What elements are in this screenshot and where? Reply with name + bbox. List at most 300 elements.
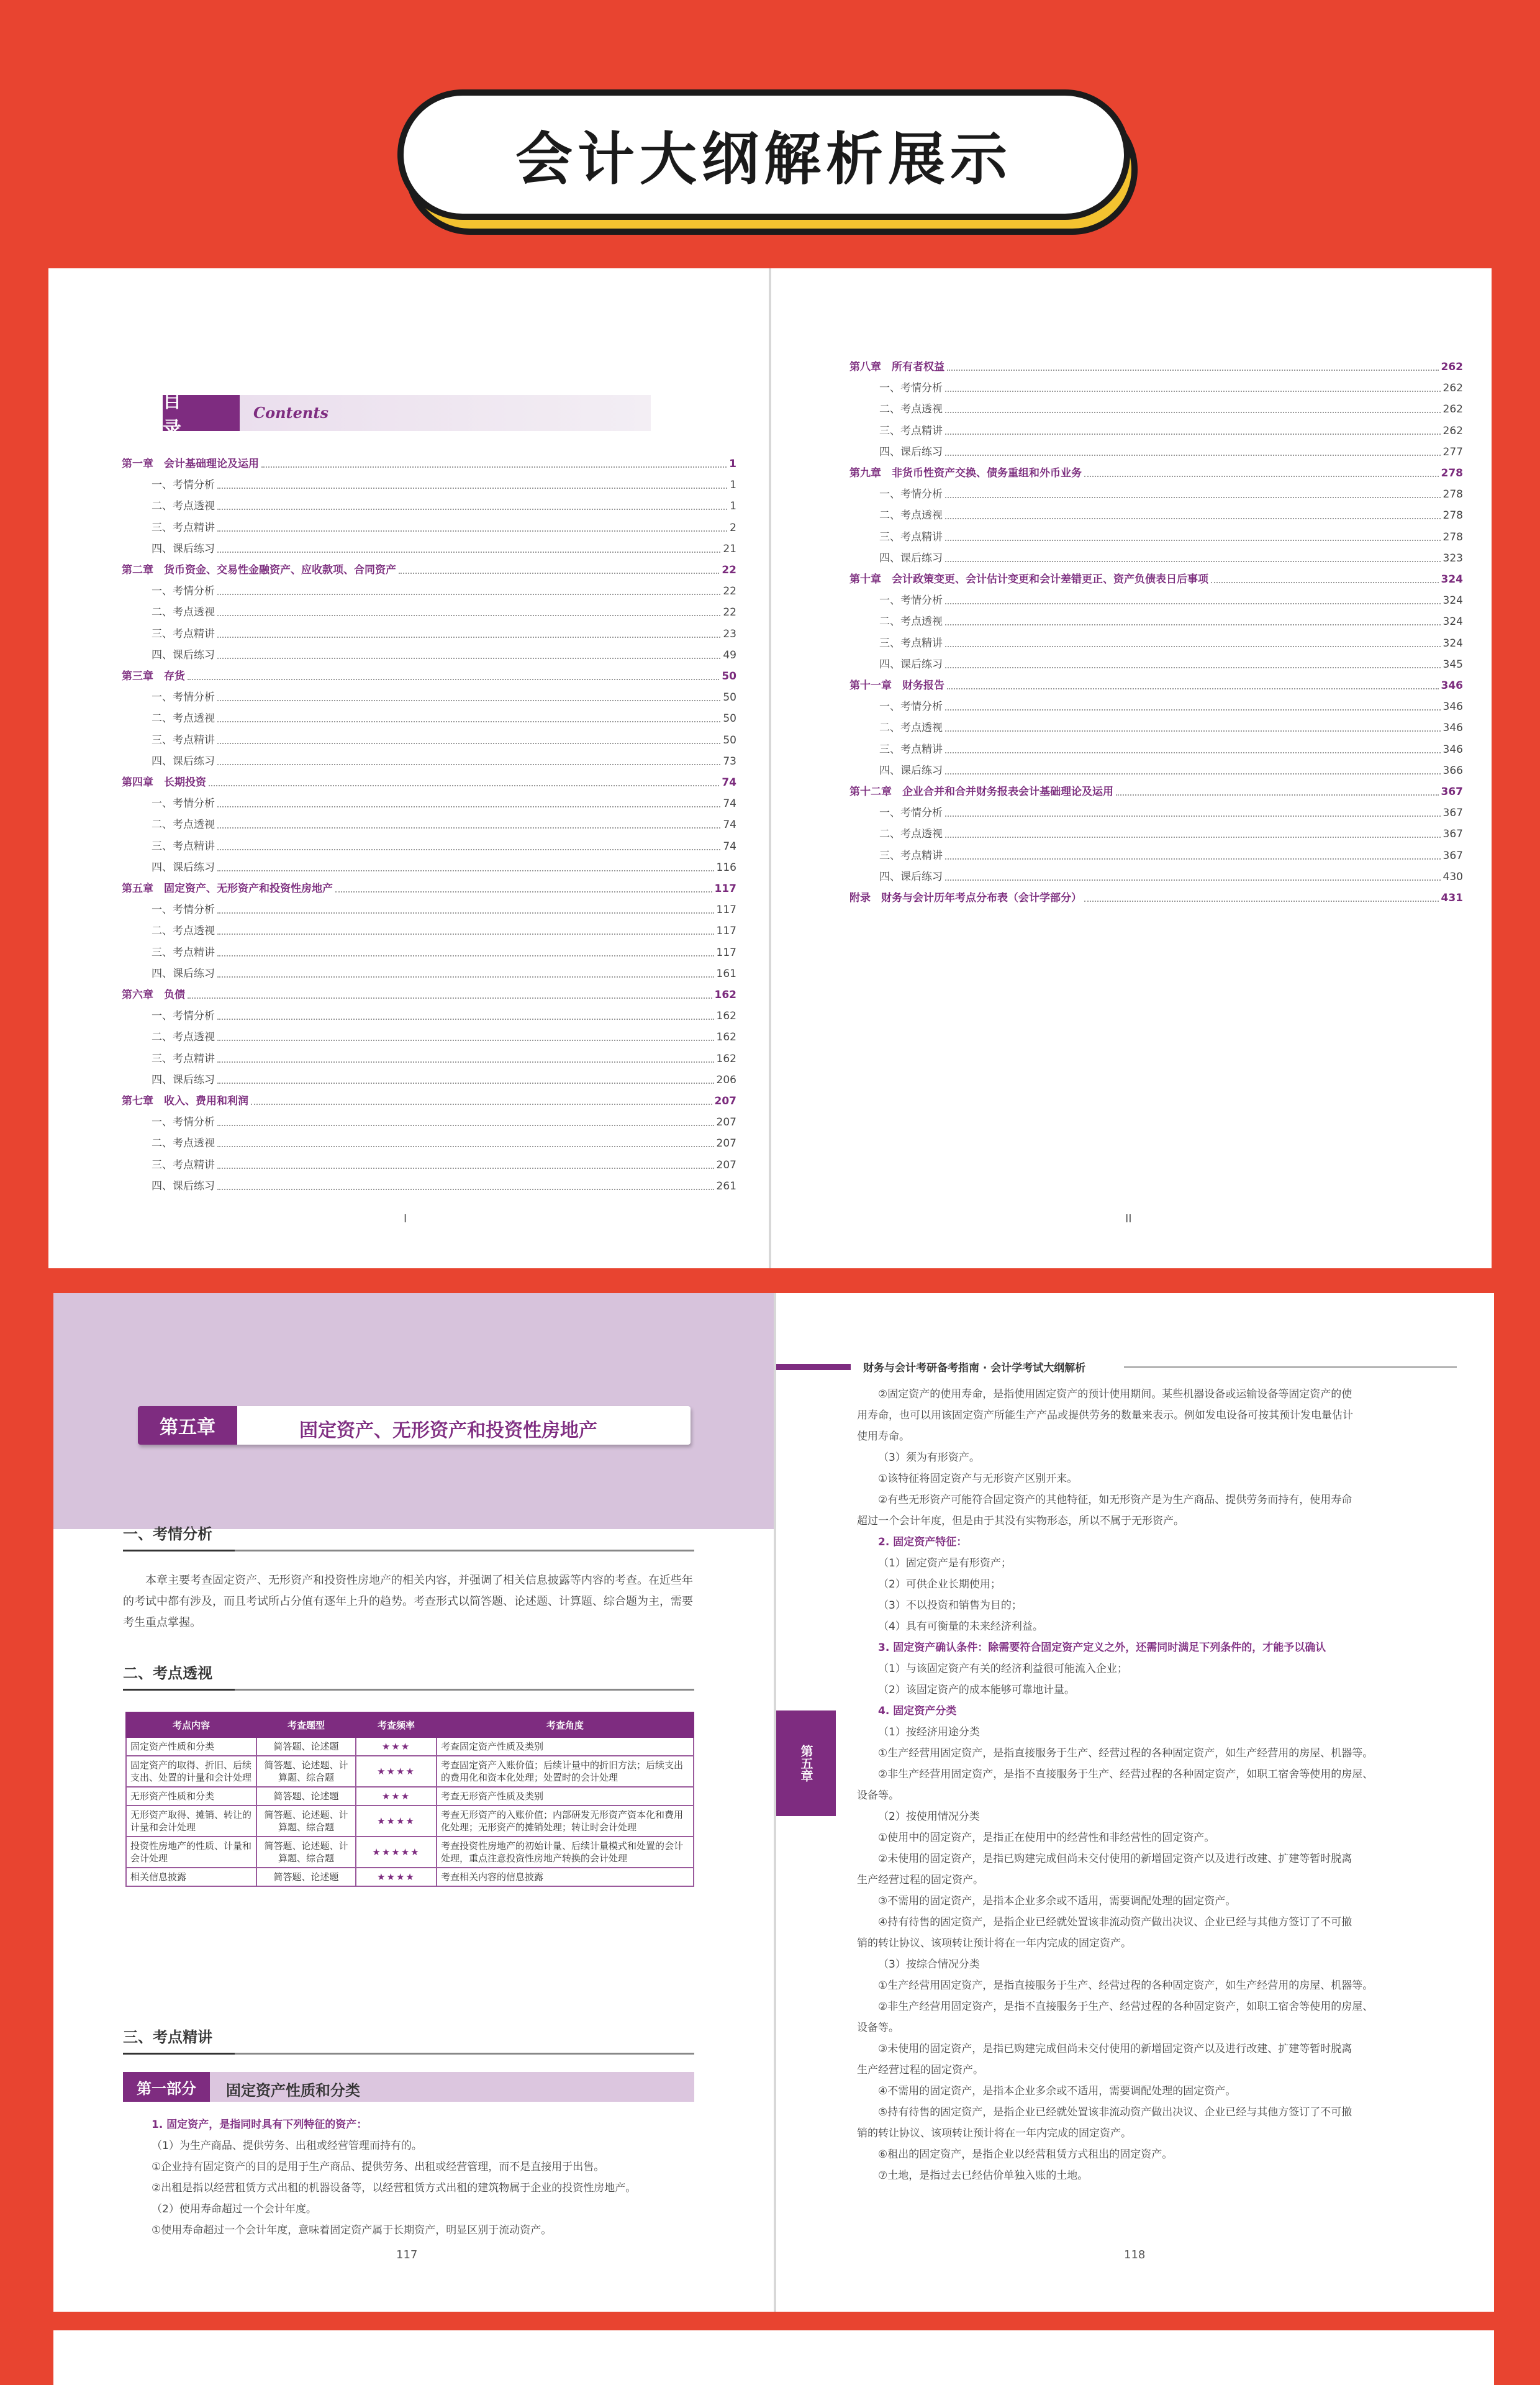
toc-entry-title: 二、考点透视 xyxy=(879,616,943,629)
toc-section-entry xyxy=(122,729,736,747)
toc-entry-title: 二、考点透视 xyxy=(152,1031,215,1044)
section-heading-3-accent xyxy=(123,2053,235,2055)
toc-entry-page: 50 xyxy=(723,734,736,747)
toc-entry-title: 第五章 固定资产、无形资产和投资性房地产 xyxy=(122,883,333,895)
section-heading-3-label: 三、考点精讲 xyxy=(123,2028,212,2046)
key-points-table-header xyxy=(126,1712,694,1737)
toc-section-entry xyxy=(849,525,1463,544)
toc-section-entry xyxy=(122,835,736,853)
toc-leader-dots xyxy=(335,891,712,893)
toc-section-entry xyxy=(122,1153,736,1172)
toc-leader-dots xyxy=(945,730,1441,732)
toc-section-entry xyxy=(122,1025,736,1044)
toc-entry-title: 一、考情分析 xyxy=(879,807,943,820)
toc-leader-dots xyxy=(217,530,727,532)
toc-entry-page: 262 xyxy=(1443,424,1463,437)
body-line: （1）为生产商品、提供劳务、出租或经营管理而持有的。 xyxy=(152,2140,422,2152)
toc-section-entry xyxy=(122,686,736,704)
toc-entry-page: 50 xyxy=(723,712,736,725)
toc-chapter-entry xyxy=(122,558,736,577)
toc-leader-dots xyxy=(261,466,727,468)
toc-leader-dots xyxy=(945,858,1441,860)
table-row xyxy=(126,1837,694,1868)
table-cell-frequency: ★★★★★ xyxy=(356,1837,437,1868)
toc-leader-dots xyxy=(945,709,1441,711)
toc-entry-title: 四、课后练习 xyxy=(152,755,215,768)
toc-entry-title: 第八章 所有者权益 xyxy=(849,361,944,373)
toc-entry-page: 74 xyxy=(722,776,736,789)
toc-entry-page: 74 xyxy=(723,819,736,832)
toc-leader-dots xyxy=(217,658,720,659)
body-line: ①企业持有固定资产的目的是用于生产商品、提供劳务、出租或经营管理，而不是直接用于出售。 xyxy=(152,2161,605,2173)
toc-entry-title: 一、考情分析 xyxy=(879,488,943,501)
body-line: 超过一个会计年度，但是由于其没有实物形态，所以不属于无形资产。 xyxy=(857,1515,1184,1527)
body-line: （3）须为有形资产。 xyxy=(878,1451,980,1464)
table-cell-angle: 考查固定资产性质及类别 xyxy=(437,1737,694,1756)
body-line: ③不需用的固定资产，是指本企业多余或不适用，需要调配处理的固定资产。 xyxy=(878,1895,1236,1907)
toc-section-entry xyxy=(849,801,1463,820)
toc-entry-page: 162 xyxy=(714,989,736,1001)
toc-leader-dots xyxy=(217,849,720,850)
body-line: （4）具有可衡量的未来经济利益。 xyxy=(878,1620,1043,1633)
body-line: ②非生产经营用固定资产，是指不直接服务于生产、经营过程的各种固定资产，如职工宿舍等使用的房屋、 xyxy=(878,2001,1374,2013)
toc-leader-dots xyxy=(217,806,720,807)
toc-section-entry xyxy=(849,419,1463,438)
toc-entry-title: 二、考点透视 xyxy=(879,828,943,841)
toc-entry-title: 二、考点透视 xyxy=(152,606,215,619)
toc-entry-title: 一、考情分析 xyxy=(152,479,215,492)
toc-leader-dots xyxy=(217,721,720,722)
toc-section-entry xyxy=(122,643,736,662)
toc-entry-title: 三、考点精讲 xyxy=(879,849,943,862)
toc-section-entry xyxy=(122,856,736,874)
toc-leader-dots xyxy=(217,1061,714,1063)
running-head-rule xyxy=(1124,1366,1457,1368)
body-line: （1）与该固定资产有关的经济利益很可能流入企业； xyxy=(878,1663,1128,1675)
toc-leader-dots xyxy=(217,1168,714,1169)
toc-entry-title: 二、考点透视 xyxy=(879,403,943,416)
toc-leader-dots xyxy=(1116,794,1439,796)
table-row xyxy=(126,1806,694,1837)
toc-leader-dots xyxy=(945,497,1441,498)
key-points-table-body xyxy=(126,1737,694,1886)
toc-entry-page: 23 xyxy=(723,627,736,640)
body-line: （3）不以投资和销售为目的； xyxy=(878,1599,1022,1612)
toc-leader-dots xyxy=(217,1083,714,1084)
table-cell-angle: 考查无形资产性质及类别 xyxy=(437,1787,694,1806)
toc-entry-page: 22 xyxy=(722,564,736,576)
body-line: ①生产经营用固定资产，是指直接服务于生产、经营过程的各种固定资产，如生产经营用的房屋、机器等。 xyxy=(878,1747,1374,1760)
toc-section-entry xyxy=(849,376,1463,395)
toc-entry-title: 四、课后练习 xyxy=(879,445,943,458)
toc-section-entry xyxy=(849,547,1463,565)
toc-leader-dots xyxy=(1084,901,1439,902)
toc-section-entry xyxy=(122,941,736,960)
body-line: 设备等。 xyxy=(857,1789,899,1802)
toc-section-entry xyxy=(849,865,1463,884)
body-line: ①该特征将固定资产与无形资产区别开来。 xyxy=(878,1473,1078,1485)
toc-leader-dots xyxy=(217,912,714,914)
toc-section-entry xyxy=(122,792,736,811)
toc-entry-page: 74 xyxy=(723,797,736,811)
running-head xyxy=(776,1359,1494,1374)
toc-entry-page: 261 xyxy=(716,1179,736,1192)
toc-entry-page: 346 xyxy=(1443,743,1463,756)
key-points-table xyxy=(125,1712,694,1887)
toc-entry-title: 四、课后练习 xyxy=(879,658,943,671)
contents-heading: 目 录 xyxy=(163,395,240,431)
section-heading-1-accent xyxy=(123,1550,235,1551)
toc-entry-title: 第一章 会计基础理论及运用 xyxy=(122,458,259,470)
body-line: ③未使用的固定资产，是指已购建完成但尚未交付使用的新增固定资产以及进行改建、扩建等暂时脱离 xyxy=(878,2043,1352,2055)
toc-section-entry xyxy=(122,813,736,832)
toc-entry-title: 三、考点精讲 xyxy=(152,627,215,640)
toc-section-entry xyxy=(849,759,1463,778)
toc-section-entry xyxy=(122,473,736,492)
table-header-cell: 考查频率 xyxy=(356,1712,437,1737)
toc-entry-title: 三、考点精讲 xyxy=(152,734,215,747)
toc-leader-dots xyxy=(945,773,1441,775)
body-line: ①使用中的固定资产，是指正在使用中的经营性和非经营性的固定资产。 xyxy=(878,1832,1215,1844)
table-cell-frequency: ★★★★ xyxy=(356,1806,437,1837)
chapter-side-tab xyxy=(776,1710,836,1816)
toc-entry-page: 278 xyxy=(1443,509,1463,522)
table-row xyxy=(126,1756,694,1787)
toc-leader-dots xyxy=(217,764,720,765)
toc-entry-page: 366 xyxy=(1443,764,1463,777)
toc-entry-title: 二、考点透视 xyxy=(152,819,215,832)
toc-entry-page: 1 xyxy=(729,458,736,470)
toc-entry-title: 四、课后练习 xyxy=(152,967,215,980)
toc-leader-dots xyxy=(217,934,714,935)
toc-entry-title: 第二章 货币资金、交易性金融资产、应收款项、合同资产 xyxy=(122,564,396,576)
toc-leader-dots xyxy=(945,624,1441,625)
toc-section-entry xyxy=(849,738,1463,756)
toc-entry-page: 207 xyxy=(716,1158,736,1171)
toc-entry-title: 二、考点透视 xyxy=(152,925,215,938)
table-cell-angle: 考查投资性房地产的初始计量、后续计量模式和处置的会计处理，重点注意投资性房地产转换的会计处理 xyxy=(437,1837,694,1868)
toc-section-entry xyxy=(122,537,736,556)
table-cell-type: 简答题、论述题、计算题、综合题 xyxy=(256,1756,356,1787)
table-cell-frequency: ★★★★ xyxy=(356,1756,437,1787)
body-line: （3）按综合情况分类 xyxy=(878,1958,980,1971)
toc-entry-page: 49 xyxy=(723,648,736,661)
table-row xyxy=(126,1737,694,1756)
toc-leader-dots xyxy=(945,667,1441,668)
toc-entry-page: 207 xyxy=(716,1137,736,1150)
body-line: ②未使用的固定资产，是指已购建完成但尚未交付使用的新增固定资产以及进行改建、扩建等暂时脱离 xyxy=(878,1853,1352,1865)
toc-page-number-left: I xyxy=(404,1212,407,1225)
toc-entry-page: 117 xyxy=(714,883,736,895)
body-line: 2. 固定资产特征： xyxy=(878,1536,967,1548)
part-title: 固定资产性质和分类 xyxy=(226,2082,360,2099)
toc-chapter-entry xyxy=(849,355,1463,374)
table-header-cell: 考查题型 xyxy=(256,1712,356,1737)
body-line: 销的转让协议、该项转让预计将在一年内完成的固定资产。 xyxy=(857,1937,1131,1950)
body-line: （2）该固定资产的成本能够可靠地计量。 xyxy=(878,1684,1075,1696)
toc-section-entry xyxy=(122,494,736,513)
toc-entry-title: 第六章 负债 xyxy=(122,989,185,1001)
toc-leader-dots xyxy=(945,434,1441,435)
toc-entry-title: 四、课后练习 xyxy=(879,764,943,777)
table-cell-angle: 考查固定资产入账价值；后续计量中的折旧方法；后续支出的费用化和资本化处理；处置时的会计处理 xyxy=(437,1756,694,1787)
toc-entry-title: 三、考点精讲 xyxy=(152,840,215,853)
toc-section-entry xyxy=(849,695,1463,714)
toc-leader-dots xyxy=(217,1146,714,1147)
toc-section-entry xyxy=(849,844,1463,863)
body-line: ①生产经营用固定资产，是指直接服务于生产、经营过程的各种固定资产，如生产经营用的房屋、机器等。 xyxy=(878,1979,1374,1992)
toc-leader-dots xyxy=(945,518,1441,519)
toc-entry-title: 二、考点透视 xyxy=(879,509,943,522)
toc-leader-dots xyxy=(947,688,1439,689)
table-header-cell: 考点内容 xyxy=(126,1712,256,1737)
toc-left-page xyxy=(48,268,769,1268)
toc-section-entry xyxy=(849,483,1463,501)
body-line: ①使用寿命超过一个会计年度，意味着固定资产属于长期资产，明显区别于流动资产。 xyxy=(152,2224,552,2237)
toc-section-entry xyxy=(849,504,1463,522)
toc-entry-page: 162 xyxy=(716,1010,736,1023)
toc-section-entry xyxy=(122,1068,736,1087)
toc-entry-title: 二、考点透视 xyxy=(152,500,215,513)
body-line: ②出租是指以经营租赁方式出租的机器设备等，以经营租赁方式出租的建筑物属于企业的投资性房地产。 xyxy=(152,2182,636,2194)
toc-leader-dots xyxy=(217,870,714,871)
body-line: 4. 固定资产分类 xyxy=(878,1705,957,1717)
running-head-bar xyxy=(776,1364,851,1370)
toc-leader-dots xyxy=(945,412,1441,413)
table-cell-type: 简答题、论述题 xyxy=(256,1787,356,1806)
chapter-tag: 第五章 xyxy=(138,1406,237,1445)
table-cell-angle: 考查相关内容的信息披露 xyxy=(437,1868,694,1886)
toc-leader-dots xyxy=(945,540,1441,541)
toc-entry-page: 346 xyxy=(1441,679,1463,692)
table-cell-type: 简答题、论述题、计算题、综合题 xyxy=(256,1806,356,1837)
toc-entry-title: 一、考情分析 xyxy=(152,904,215,917)
table-row xyxy=(126,1787,694,1806)
toc-section-entry xyxy=(849,610,1463,629)
toc-entry-title: 一、考情分析 xyxy=(152,1116,215,1129)
body-line: （1）固定资产是有形资产； xyxy=(878,1557,1012,1570)
toc-entry-title: 第十章 会计政策变更、会计估计变更和会计差错更正、资产负债表日后事项 xyxy=(849,573,1208,586)
toc-leader-dots xyxy=(945,879,1441,881)
chapter-title: 固定资产、无形资产和投资性房地产 xyxy=(299,1420,597,1442)
table-cell-type: 简答题、论述题 xyxy=(256,1737,356,1756)
toc-leader-dots xyxy=(945,603,1441,604)
toc-entry-page: 162 xyxy=(716,1052,736,1065)
toc-entry-page: 161 xyxy=(716,967,736,980)
toc-chapter-entry xyxy=(122,983,736,1002)
part-tag: 第一部分 xyxy=(123,2072,210,2102)
toc-chapter-entry xyxy=(122,1089,736,1108)
toc-entry-page: 50 xyxy=(722,670,736,683)
section-heading-1-label: 一、考情分析 xyxy=(123,1525,212,1543)
toc-entry-page: 22 xyxy=(723,606,736,619)
toc-leader-dots xyxy=(399,573,719,574)
toc-section-entry xyxy=(122,1111,736,1129)
toc-entry-page: 117 xyxy=(716,925,736,938)
toc-leader-dots xyxy=(217,1040,714,1041)
toc-leader-dots xyxy=(217,1019,714,1020)
toc-section-entry xyxy=(849,398,1463,416)
toc-section-entry xyxy=(122,750,736,768)
body-line: ④不需用的固定资产，是指本企业多余或不适用，需要调配处理的固定资产。 xyxy=(878,2085,1236,2097)
toc-section-entry xyxy=(122,1047,736,1066)
toc-entry-page: 346 xyxy=(1443,701,1463,714)
toc-entry-page: 345 xyxy=(1443,658,1463,671)
toc-entry-title: 第九章 非货币性资产交换、债务重组和外币业务 xyxy=(849,467,1082,479)
toc-entry-title: 三、考点精讲 xyxy=(879,637,943,650)
contents-heading-en: Contents xyxy=(253,404,328,422)
body-line: 3. 固定资产确认条件：除需要符合固定资产定义之外，还需同时满足下列条件的，才能予以确认 xyxy=(878,1642,1326,1654)
banner xyxy=(397,89,1130,220)
body-line: （2）按使用情况分类 xyxy=(878,1810,980,1823)
next-page-preview xyxy=(53,2330,1494,2385)
toc-leader-dots xyxy=(945,561,1441,562)
body-line: 销的转让协议、该项转让预计将在一年内完成的固定资产。 xyxy=(857,2127,1131,2140)
toc-leader-dots xyxy=(947,370,1439,371)
toc-entry-title: 一、考情分析 xyxy=(879,594,943,607)
toc-leader-dots xyxy=(945,815,1441,817)
toc-leader-dots xyxy=(217,827,720,829)
table-cell-topic: 无形资产性质和分类 xyxy=(126,1787,256,1806)
toc-leader-dots xyxy=(945,391,1441,392)
toc-leader-dots xyxy=(217,976,714,978)
toc-leader-dots xyxy=(251,1104,712,1105)
body-line: （2）使用寿命超过一个会计年度。 xyxy=(152,2203,317,2215)
toc-entry-page: 117 xyxy=(716,946,736,959)
running-head-text: 财务与会计考研备考指南 · 会计学考试大纲解析 xyxy=(863,1362,1086,1374)
toc-entry-page: 262 xyxy=(1443,403,1463,416)
toc-entry-page: 346 xyxy=(1443,722,1463,735)
toc-entry-page: 367 xyxy=(1441,786,1463,798)
banner-title: 会计大纲解析展示 xyxy=(515,126,1012,193)
toc-entry-page: 50 xyxy=(723,691,736,704)
toc-entry-title: 二、考点透视 xyxy=(152,1137,215,1150)
toc-section-entry xyxy=(122,898,736,917)
toc-entry-title: 一、考情分析 xyxy=(879,382,943,395)
table-cell-topic: 固定资产的取得、折旧、后续支出、处置的计量和会计处理 xyxy=(126,1756,256,1787)
toc-entry-page: 1 xyxy=(730,479,736,492)
table-cell-topic: 无形资产取得、摊销、转让的计量和会计处理 xyxy=(126,1806,256,1837)
toc-entry-title: 二、考点透视 xyxy=(879,722,943,735)
toc-entry-page: 2 xyxy=(730,521,736,534)
table-cell-angle: 考查无形资产的入账价值；内部研发无形资产资本化和费用化处理；无形资产的摊销处理；转让时会计处理 xyxy=(437,1806,694,1837)
toc-leader-dots xyxy=(945,752,1441,753)
toc-entry-page: 324 xyxy=(1443,594,1463,607)
toc-leader-dots xyxy=(217,1189,714,1190)
toc-entry-page: 324 xyxy=(1443,637,1463,650)
section-heading-2-label: 二、考点透视 xyxy=(123,1665,212,1682)
toc-leader-dots xyxy=(945,837,1441,838)
table-cell-type: 简答题、论述题、计算题、综合题 xyxy=(256,1837,356,1868)
toc-entry-page: 206 xyxy=(716,1073,736,1086)
table-cell-topic: 相关信息披露 xyxy=(126,1868,256,1886)
table-cell-frequency: ★★★★ xyxy=(356,1868,437,1886)
toc-entry-title: 四、课后练习 xyxy=(152,1073,215,1086)
toc-leader-dots xyxy=(945,455,1441,456)
toc-entry-title: 四、课后练习 xyxy=(879,870,943,883)
toc-entry-page: 323 xyxy=(1443,552,1463,565)
toc-leader-dots xyxy=(1084,476,1439,477)
toc-page-number-right: II xyxy=(1125,1212,1132,1225)
toc-leader-dots xyxy=(217,1125,714,1126)
toc-entry-title: 四、课后练习 xyxy=(152,542,215,555)
toc-section-entry xyxy=(122,1004,736,1023)
toc-entry-page: 324 xyxy=(1443,616,1463,629)
toc-entry-title: 三、考点精讲 xyxy=(152,1052,215,1065)
table-cell-topic: 投资性房地产的性质、计量和会计处理 xyxy=(126,1837,256,1868)
section-heading-1 xyxy=(123,1517,694,1551)
toc-right-page xyxy=(771,268,1492,1268)
body-line: 生产经营过程的固定资产。 xyxy=(857,2064,984,2076)
toc-entry-title: 一、考情分析 xyxy=(152,1010,215,1023)
toc-entry-title: 三、考点精讲 xyxy=(152,521,215,534)
toc-leader-dots xyxy=(217,615,720,616)
toc-entry-page: 367 xyxy=(1443,807,1463,820)
toc-chapter-entry xyxy=(849,461,1463,480)
toc-entry-title: 三、考点精讲 xyxy=(879,530,943,543)
toc-leader-dots xyxy=(217,552,720,553)
toc-leader-dots xyxy=(188,679,719,680)
toc-entry-title: 三、考点精讲 xyxy=(879,424,943,437)
toc-entry-page: 278 xyxy=(1441,467,1463,479)
toc-section-entry xyxy=(849,822,1463,841)
toc-leader-dots xyxy=(217,743,720,744)
toc-entry-title: 第十一章 财务报告 xyxy=(849,679,944,692)
toc-entry-page: 278 xyxy=(1443,530,1463,543)
page-118 xyxy=(776,1293,1494,2312)
side-tab-text: 第五章 xyxy=(799,1745,813,1782)
table-cell-type: 简答题、论述题 xyxy=(256,1868,356,1886)
toc-entry-title: 一、考情分析 xyxy=(152,797,215,811)
table-header-cell: 考查角度 xyxy=(437,1712,694,1737)
toc-entry-title: 第四章 长期投资 xyxy=(122,776,206,789)
table-cell-frequency: ★★★ xyxy=(356,1737,437,1756)
toc-entry-title: 三、考点精讲 xyxy=(879,743,943,756)
toc-entry-page: 74 xyxy=(723,840,736,853)
toc-section-entry xyxy=(849,716,1463,735)
body-line: 使用寿命。 xyxy=(857,1430,910,1443)
toc-leader-dots xyxy=(188,997,712,999)
section-heading-2-accent xyxy=(123,1689,235,1691)
toc-leader-dots xyxy=(217,488,727,489)
toc-section-entry xyxy=(122,1132,736,1150)
toc-chapter-entry xyxy=(122,877,736,896)
toc-entry-page: 367 xyxy=(1443,828,1463,841)
toc-entry-title: 第十二章 企业合并和合并财务报表会计基础理论及运用 xyxy=(849,786,1113,798)
toc-entry-title: 第三章 存货 xyxy=(122,670,185,683)
page-number-117: 117 xyxy=(396,2248,418,2261)
toc-section-entry xyxy=(122,919,736,938)
body-line: 生产经营过程的固定资产。 xyxy=(857,1874,984,1886)
toc-section-entry xyxy=(122,1174,736,1193)
toc-section-entry xyxy=(849,440,1463,459)
table-cell-frequency: ★★★ xyxy=(356,1787,437,1806)
toc-section-entry xyxy=(122,579,736,598)
body-line: ⑥租出的固定资产，是指企业以经营租赁方式租出的固定资产。 xyxy=(878,2148,1173,2161)
toc-spread xyxy=(48,268,1492,1268)
toc-entry-title: 三、考点精讲 xyxy=(152,946,215,959)
toc-chapter-entry xyxy=(122,452,736,471)
body-line: 用寿命，也可以用该固定资产所能生产产品或提供劳务的数量来表示。例如发电设备可按其预计发电量估计 xyxy=(857,1409,1353,1422)
body-line: 设备等。 xyxy=(857,2022,899,2034)
body-line: ⑦土地，是指过去已经估价单独入账的土地。 xyxy=(878,2169,1089,2182)
toc-chapter-entry xyxy=(849,568,1463,586)
toc-chapter-entry xyxy=(849,674,1463,693)
chapter-intro: 本章主要考查固定资产、无形资产和投资性房地产的相关内容，并强调了相关信息披露等内容的考查。在近些年的考试中都有涉及，而且考试所占分值有逐年上升的趋势。考查形式以简答题、论述题、计算题、综合题为主，需要考生重点掌握。 xyxy=(123,1574,693,1629)
toc-leader-dots xyxy=(1211,582,1439,583)
section-heading-3 xyxy=(123,2020,694,2055)
table-row xyxy=(126,1868,694,1886)
